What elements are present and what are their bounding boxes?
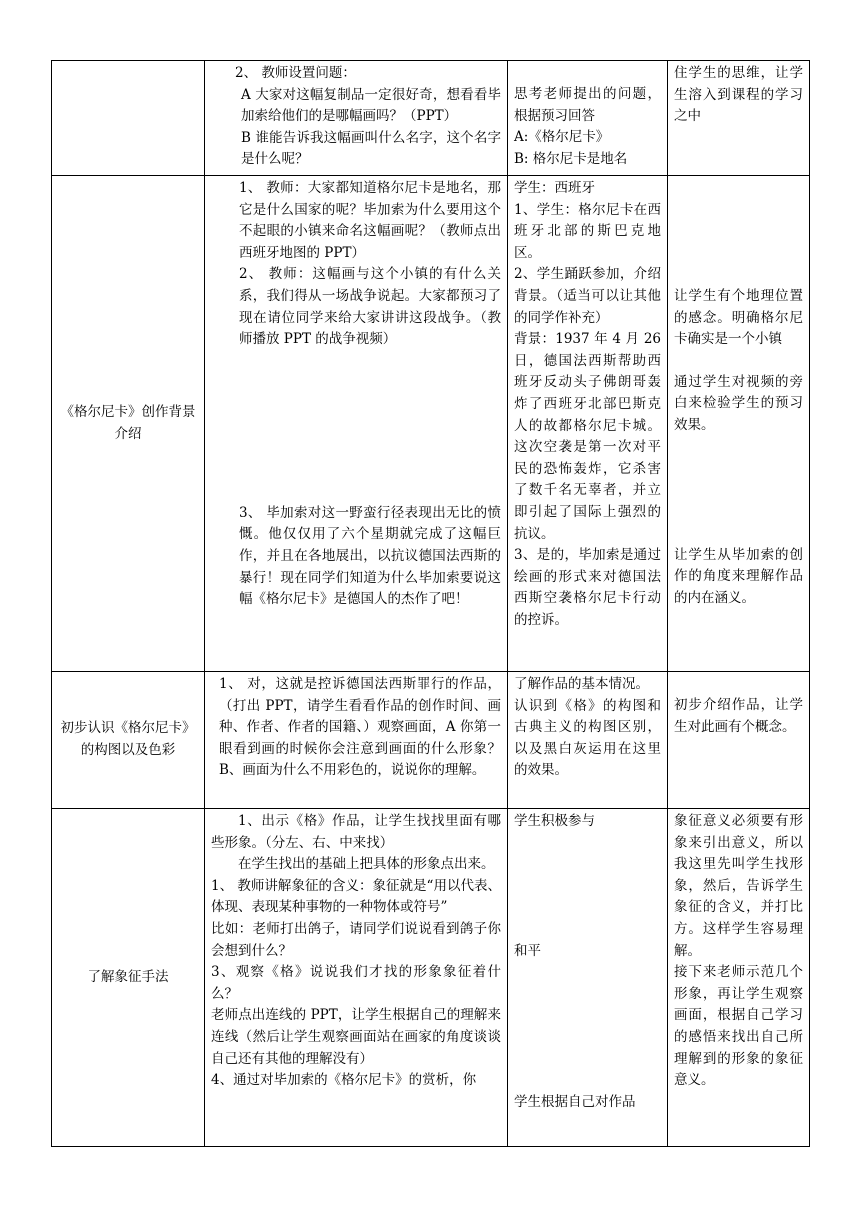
student-activity-cell — [508, 176, 668, 672]
student-text: 思考老师提出的问题，根据预习回答 — [514, 86, 661, 124]
student-text: 学生积极参与 — [514, 813, 595, 829]
section-cell: 初步认识《格尔尼卡》的构图以及色彩 — [52, 672, 205, 809]
student-text: 了解作品的基本情况。 — [514, 676, 649, 692]
section-cell — [52, 61, 205, 176]
purpose-cell — [668, 809, 810, 1147]
purpose-cell — [668, 672, 810, 809]
student-text: 3、是的，毕加索是通过绘画的形式来对德国法西斯空袭格尔尼卡行动的控诉。 — [514, 547, 661, 628]
purpose-text: 住学生的思维，让学生溶入到课程的学习之中 — [674, 65, 803, 125]
student-text: 2、学生踊跃参加，介绍背景。（适当可以让其他的同学作补充） — [514, 266, 661, 326]
teacher-text: 比如：老师打出鸽子，请同学们说说看到鸽子你会想到什么？ — [211, 920, 501, 959]
student-text: 学生根据自己对作品 — [514, 1094, 636, 1111]
teacher-text: 1、 教师：大家都知道格尔尼卡是地名，那它是什么国家的呢？毕加索为什么要用这个不起眼的小镇来命名这幅画呢？（教师点出西班牙地图的 PPT） — [239, 180, 501, 261]
teacher-text: 2、 教师：这幅画与这个小镇的有什么关系，我们得从一场战争说起。大家都预习了现在请位同学来给大家讲讲这段战争。（教师播放 PPT 的战争视频） — [239, 266, 501, 348]
purpose-cell — [668, 176, 810, 672]
teacher-text: 1、出示《格》作品，让学生找找里面有哪些形象。（分左、右、中来找） — [211, 813, 501, 851]
lesson-plan-table — [51, 60, 810, 1147]
teacher-text: 在学生找出的基础上把具体的形象点出来。 — [238, 856, 495, 873]
teacher-text: A 大家对这幅复制品一定很好奇，想看看毕加索给他们的是哪幅画吗？（PPT） — [241, 86, 501, 125]
teacher-activity-cell — [205, 61, 508, 176]
table-row — [52, 176, 810, 672]
student-activity-cell — [508, 61, 668, 176]
teacher-activity-cell — [205, 672, 508, 809]
purpose-text: 接下来老师示范几个形象，再让学生观察画面，根据自己学习的感悟来找出自己所理解到的形象的象征意义。 — [674, 964, 803, 1089]
teacher-text: 老师点出连线的 PPT，让学生根据自己的理解来连线（然后让学生观察画面站在画家的角度谈谈自己还有其他的理解没有） — [211, 1007, 501, 1067]
table-row — [52, 61, 810, 176]
student-text: 学生：西班牙 — [514, 180, 595, 196]
purpose-cell — [668, 61, 810, 176]
student-activity-cell — [508, 672, 668, 809]
student-text: 1、学生：格尔尼卡在西班牙北部的斯巴克地区。 — [514, 201, 661, 261]
student-text: 和平 — [514, 942, 541, 959]
purpose-text: 初步介绍作品，让学生对此画有个概念。 — [674, 697, 803, 735]
teacher-activity-cell — [205, 809, 508, 1147]
section-cell: 了解象征手法 — [52, 809, 205, 1147]
section-cell: 《格尔尼卡》创作背景介绍 — [52, 176, 205, 672]
teacher-text: 2、 教师设置问题： — [235, 65, 356, 81]
student-text: B: 格尔尼卡是地名 — [514, 150, 628, 167]
teacher-text: 3、 毕加索对这一野蛮行径表现出无比的愤慨。他仅仅用了六个星期就完成了这幅巨作，并且在各地展出，以抗议德国法西斯的暴行！现在同学们知道为什么毕加索要说这幅《格尔尼卡》是德国人的杰作了吧！ — [239, 504, 501, 608]
table-row — [52, 672, 810, 809]
teacher-text: B 谁能告诉我这幅画叫什么名字，这个名字是什么呢？ — [241, 129, 501, 168]
purpose-text: 通过学生对视频的旁白来检验学生的预习效果。 — [674, 373, 803, 433]
purpose-text: 让学生有个地理位置的感念。明确格尔尼卡确实是一个小镇 — [674, 288, 803, 348]
student-text: A:《格尔尼卡》 — [514, 129, 610, 146]
teacher-text: 1、 教师讲解象征的含义：象征就是“用以代表、体现、表现某种事物的一种物体或符号” — [211, 877, 501, 916]
purpose-text: 象征意义必须要有形象来引出意义，所以我这里先叫学生找形象，然后，告诉学生象征的含义，并打比方。这样学生容易理解。 — [674, 813, 803, 959]
student-text: 认识到《格》的构图和古典主义的构图区别，以及黑白灰运用在这里的效果。 — [514, 697, 661, 779]
student-activity-cell — [508, 809, 668, 1147]
student-text: 背景：1937 年 4 月 26 日，德国法西斯帮助西班牙反动头子佛朗哥轰炸了西班牙北部巴斯克人的故都格尔尼卡城。这次空袭是第一次对平民的恐怖轰炸，它杀害了数千名无辜者，并立即引起了国际上强烈的抗议。 — [514, 331, 661, 542]
table-row — [52, 809, 810, 1147]
teacher-text: 3、观察《格》说说我们才找的形象象征着什么？ — [211, 964, 501, 1002]
teacher-activity-cell — [205, 176, 508, 672]
teacher-text: 4、通过对毕加索的《格尔尼卡》的赏析，你 — [211, 1072, 477, 1089]
teacher-text: 1、 对，这就是控诉德国法西斯罪行的作品，（打出 PPT，请学生看看作品的创作时间、画种、作者、作者的国籍、）观察画面，A 你第一眼看到画的时候你会注意到画面的什么形象？B、画面为什么不用彩色的，说说你的理解。 — [219, 676, 501, 779]
purpose-text: 让学生从毕加索的创作的角度来理解作品的内在涵义。 — [674, 546, 803, 606]
